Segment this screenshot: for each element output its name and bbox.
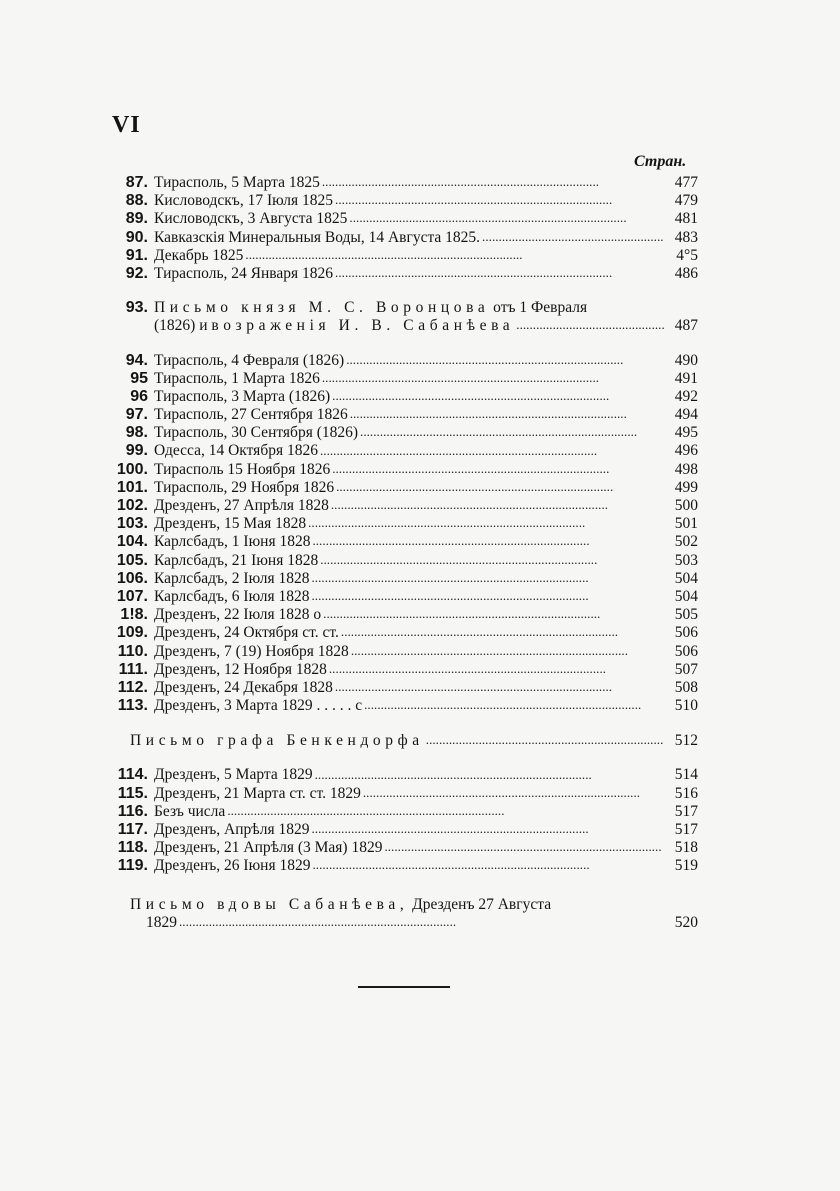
entry-page: 517 xyxy=(674,821,698,838)
toc-row xyxy=(110,265,698,283)
entry-title: Дрезденъ, Апрѣля 1829 xyxy=(154,821,310,838)
entry-number: 100. xyxy=(116,460,148,478)
toc-row xyxy=(110,570,698,588)
dot-leader xyxy=(227,803,664,821)
entry-title: Карлсбадъ, 6 Іюля 1828 xyxy=(154,587,310,605)
entry-page: 486 xyxy=(674,264,698,282)
dot-leader xyxy=(335,192,664,210)
entry-number: 118. xyxy=(117,839,148,857)
toc-row xyxy=(110,533,698,551)
entry-page: 498 xyxy=(674,460,698,478)
dot-leader xyxy=(346,352,664,370)
entry-number: 112. xyxy=(117,678,148,696)
entry-title: Дрезденъ, 22 Іюля 1828 о xyxy=(154,606,322,624)
toc-row xyxy=(110,247,698,265)
entry-page: 496 xyxy=(674,442,698,460)
dot-leader xyxy=(363,785,664,803)
entry-number: 90. xyxy=(125,228,148,246)
entry-page: 502 xyxy=(674,533,698,551)
letter-line2: 1829 xyxy=(146,913,177,931)
dot-leader xyxy=(179,914,664,932)
entry-number: 1!8. xyxy=(120,606,148,624)
entries-group-94-113 xyxy=(110,352,698,716)
entry-page: 490 xyxy=(674,351,698,369)
dot-leader xyxy=(332,461,664,479)
dot-leader xyxy=(311,821,664,839)
entry-number: 110. xyxy=(117,642,148,660)
entry-number: 94. xyxy=(125,351,148,369)
entry-title: Тирасполь, 29 Ноября 1826 xyxy=(154,478,335,496)
entry-title: Дрезденъ, 24 Октября ст. ст. xyxy=(154,624,339,642)
entry-number: 119. xyxy=(117,857,148,875)
toc-row xyxy=(110,785,698,803)
entry-title: Кисловодскъ, 17 Іюля 1825 xyxy=(154,192,334,210)
toc-row xyxy=(110,697,698,715)
entry-page: 481 xyxy=(674,210,698,228)
closing-rule xyxy=(358,986,450,988)
entry-page: 495 xyxy=(674,424,698,442)
entry-page: 492 xyxy=(674,387,698,405)
table-of-contents xyxy=(110,174,698,932)
entry-page: 516 xyxy=(674,784,698,802)
dot-leader xyxy=(351,643,664,661)
entry-number: 91. xyxy=(125,246,148,264)
toc-row xyxy=(110,299,698,317)
entry-page: 508 xyxy=(674,678,698,696)
dot-leader xyxy=(329,661,664,679)
dot-leader xyxy=(350,406,664,424)
entry-page: 506 xyxy=(674,624,698,642)
entry-page: 483 xyxy=(674,228,698,246)
dot-leader xyxy=(312,570,665,588)
toc-row xyxy=(110,896,698,914)
entry-number: 107. xyxy=(116,587,148,605)
dot-leader xyxy=(364,697,664,715)
entry-page: 506 xyxy=(674,642,698,660)
entry-number: 102. xyxy=(116,497,148,514)
toc-row xyxy=(110,803,698,821)
letter-title-spaced: Письмо князя М. С. Воронцова xyxy=(154,299,490,317)
entry-title: Тирасполь 15 Ноября 1826 xyxy=(154,460,331,478)
letter-vorontsov-entry xyxy=(110,299,698,335)
dot-leader xyxy=(336,479,664,497)
dot-leader xyxy=(341,624,664,642)
entry-number: 114. xyxy=(117,766,148,784)
entry-page: 4°5 xyxy=(676,246,698,264)
entry-title: Дрезденъ, 21 Апрѣля (3 Мая) 1829 xyxy=(154,839,383,857)
entry-title: Дрезденъ, 5 Марта 1829 xyxy=(154,766,313,784)
entry-title: Безъ числа xyxy=(154,802,226,820)
entry-page: 505 xyxy=(674,606,698,624)
toc-row xyxy=(110,661,698,679)
dot-leader xyxy=(360,424,664,442)
entry-page: 520 xyxy=(674,913,698,931)
entry-title: Кисловодскъ, 3 Августа 1825 xyxy=(154,210,348,228)
entry-number: 97. xyxy=(125,406,148,424)
entries-group-87-92 xyxy=(110,174,698,283)
toc-row xyxy=(110,914,698,932)
toc-row xyxy=(110,552,698,570)
toc-row xyxy=(110,461,698,479)
toc-row xyxy=(110,442,698,460)
dot-leader xyxy=(331,497,664,515)
entry-title: Дрезденъ, 3 Марта 1829 . . . . . с xyxy=(154,697,363,715)
entry-page: 507 xyxy=(674,660,698,678)
entry-title: Дрезденъ, 7 (19) Ноября 1828 xyxy=(154,642,349,660)
entry-page: 514 xyxy=(674,766,698,784)
letter-title-rest: отъ 1 Февраля xyxy=(489,299,588,317)
toc-row xyxy=(110,497,698,515)
toc-row xyxy=(110,857,698,875)
letter-widow-entry xyxy=(110,896,698,932)
entry-number: 113. xyxy=(117,697,148,715)
entry-number: 111. xyxy=(118,660,148,678)
entry-number: 103. xyxy=(116,515,148,533)
entry-title: Дрезденъ, 12 Ноября 1828 xyxy=(154,660,327,678)
dot-leader xyxy=(335,679,664,697)
toc-row xyxy=(110,821,698,839)
entry-number: 95 xyxy=(130,369,148,387)
entry-number: 101. xyxy=(116,478,148,496)
entry-page: 503 xyxy=(674,551,698,569)
entry-number: 92. xyxy=(125,264,148,282)
entry-page: 504 xyxy=(674,569,698,587)
entry-number: 116. xyxy=(117,802,148,820)
dot-leader xyxy=(245,247,664,265)
entry-page: 500 xyxy=(674,497,698,514)
dot-leader xyxy=(349,210,664,228)
dot-leader xyxy=(315,767,664,785)
letter-line2-spaced: возраженія И. В. Сабанѣева xyxy=(211,317,515,335)
toc-row xyxy=(110,679,698,697)
letter-title-spaced: Письмо вдовы Сабанѣева, xyxy=(130,895,409,913)
entry-title: Дрезденъ, 24 Декабря 1828 xyxy=(154,678,333,696)
toc-row xyxy=(110,424,698,442)
entry-page: 512 xyxy=(674,732,698,750)
toc-row xyxy=(110,370,698,388)
entry-number: 87. xyxy=(125,174,148,191)
toc-row xyxy=(110,515,698,533)
entry-title: Тирасполь, 30 Сентября (1826) xyxy=(154,424,359,442)
dot-leader xyxy=(322,174,664,192)
toc-row xyxy=(110,192,698,210)
entry-number: 93. xyxy=(125,299,148,317)
entry-title: Дрезденъ, 15 Мая 1828 xyxy=(154,515,307,533)
letter-title-spaced: Письмо графа Бенкендорфа xyxy=(130,732,424,750)
entry-page: 519 xyxy=(674,857,698,875)
entry-number: 115. xyxy=(117,784,148,802)
dot-leader xyxy=(482,229,664,247)
dot-leader xyxy=(320,552,664,570)
toc-row xyxy=(110,588,698,606)
entry-title: Дрезденъ, 26 Іюня 1829 xyxy=(154,857,311,875)
dot-leader xyxy=(308,515,664,533)
entry-page: 510 xyxy=(674,697,698,715)
toc-row xyxy=(110,624,698,642)
entry-page: 517 xyxy=(674,802,698,820)
letter-title-rest: Дрезденъ 27 Августа xyxy=(408,895,552,913)
dot-leader xyxy=(332,388,664,406)
dot-leader xyxy=(335,265,664,283)
entry-number: 109. xyxy=(116,624,148,642)
dot-leader xyxy=(312,857,664,875)
toc-row xyxy=(110,643,698,661)
dot-leader xyxy=(323,606,664,624)
entry-number: 96 xyxy=(130,387,148,405)
entry-number: 89. xyxy=(125,210,148,228)
letter-line2-pre: (1826) и xyxy=(154,317,212,335)
toc-row xyxy=(110,766,698,784)
dot-leader xyxy=(312,533,664,551)
entry-number: 99. xyxy=(125,442,148,460)
entry-title: Тирасполь, 3 Марта (1826) xyxy=(154,387,331,405)
entry-page: 499 xyxy=(674,478,698,496)
entry-title: Тирасполь, 27 Сентября 1826 xyxy=(154,406,348,424)
dot-leader xyxy=(384,839,664,857)
toc-row xyxy=(110,317,698,335)
entry-title: Одесса, 14 Октября 1826 xyxy=(154,442,318,460)
dot-leader xyxy=(426,732,664,750)
entry-number: 104. xyxy=(116,533,148,551)
letter-benckendorff-entry xyxy=(110,732,698,750)
page-number: VI xyxy=(112,112,141,138)
entry-page: 491 xyxy=(674,369,698,387)
dot-leader xyxy=(516,317,664,335)
toc-row xyxy=(110,352,698,370)
entry-number: 88. xyxy=(125,192,148,210)
toc-row xyxy=(110,839,698,857)
toc-row xyxy=(110,210,698,228)
column-heading-pages: Стран. xyxy=(634,153,687,170)
entry-number: 117. xyxy=(117,821,148,838)
entry-page: 501 xyxy=(674,515,698,533)
entry-title: Тирасполь, 4 Февраля (1826) xyxy=(154,351,345,369)
toc-row xyxy=(110,606,698,624)
entry-title: Карлсбадъ, 2 Іюля 1828 xyxy=(154,569,310,587)
entry-title: Карлсбадъ, 21 Іюня 1828 xyxy=(154,551,319,569)
entry-page: 504 xyxy=(674,587,698,605)
entry-title: Кавказскія Минеральныя Воды, 14 Августа 1825. xyxy=(154,228,481,246)
dot-leader xyxy=(322,370,664,388)
toc-row xyxy=(110,229,698,247)
entry-title: Карлсбадъ, 1 Іюня 1828 xyxy=(154,533,311,551)
entries-group-114-119 xyxy=(110,766,698,875)
entry-page: 479 xyxy=(674,192,698,210)
entry-page: 518 xyxy=(674,839,698,857)
entry-number: 106. xyxy=(116,569,148,587)
entry-page: 477 xyxy=(674,174,698,191)
entry-title: Дрезденъ, 21 Марта ст. ст. 1829 xyxy=(154,784,361,802)
entry-title: Декабрь 1825 xyxy=(154,246,244,264)
dot-leader xyxy=(320,443,664,461)
toc-row xyxy=(110,174,698,192)
entry-number: 105. xyxy=(116,551,148,569)
toc-row xyxy=(110,388,698,406)
entry-number: 98. xyxy=(125,424,148,442)
entry-title: Дрезденъ, 27 Апрѣля 1828 xyxy=(154,497,329,514)
toc-row xyxy=(110,479,698,497)
toc-row xyxy=(110,406,698,424)
entry-page: 487 xyxy=(674,317,698,335)
entry-title: Тирасполь, 1 Марта 1826 xyxy=(154,369,320,387)
dot-leader xyxy=(312,588,665,606)
entry-title: Тирасполь, 24 Января 1826 xyxy=(154,264,334,282)
entry-title: Тирасполь, 5 Марта 1825 xyxy=(154,174,320,191)
entry-page: 494 xyxy=(674,406,698,424)
